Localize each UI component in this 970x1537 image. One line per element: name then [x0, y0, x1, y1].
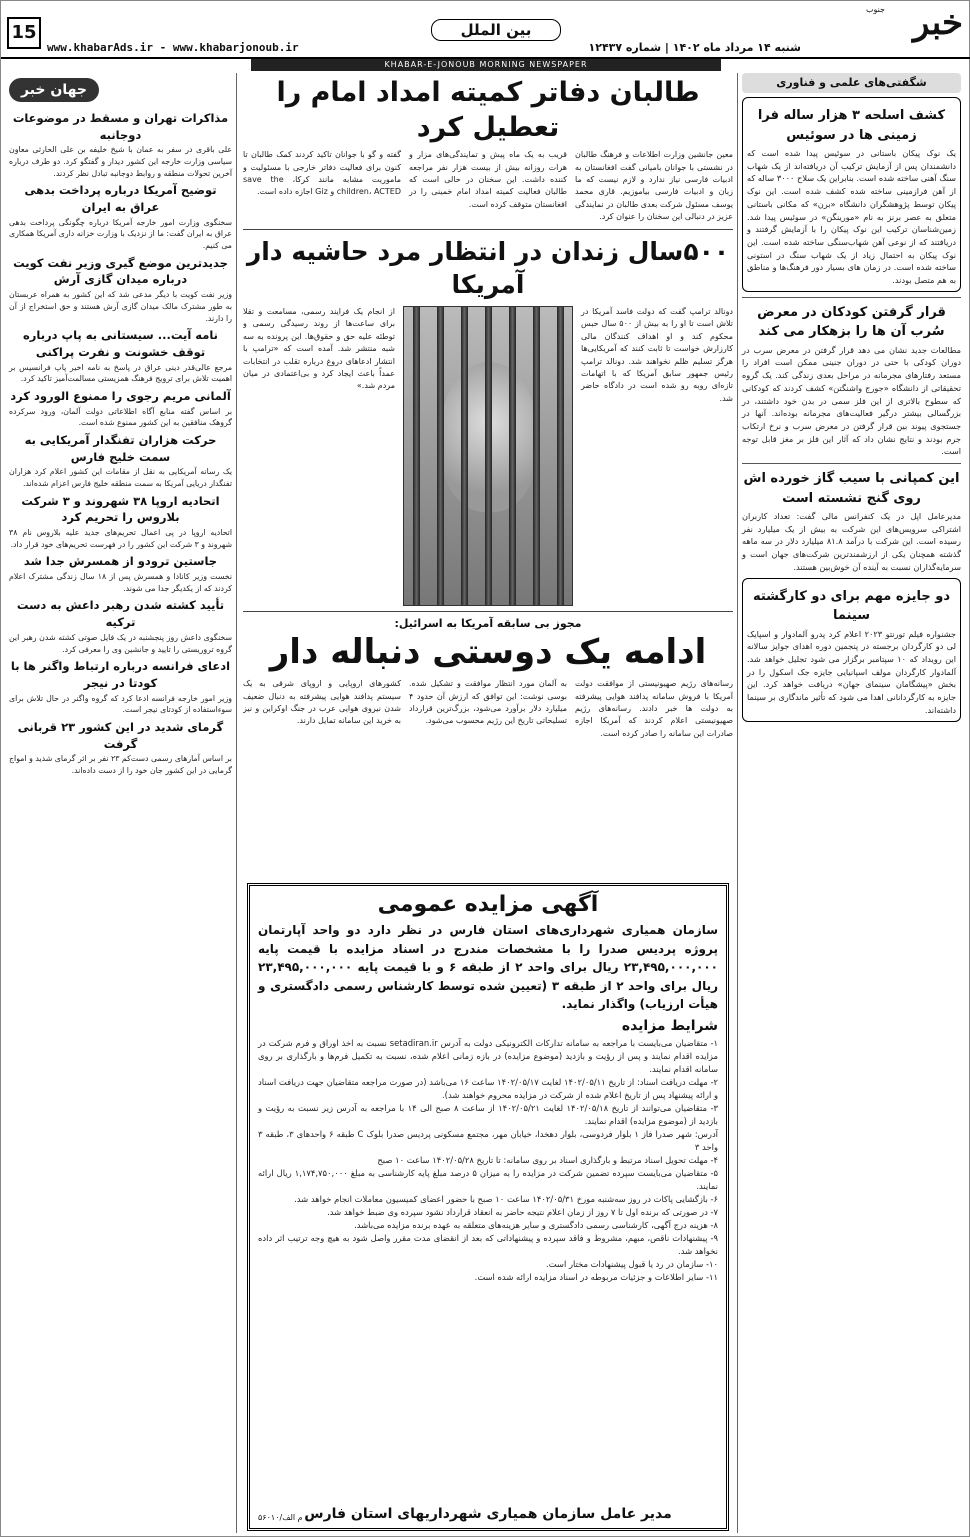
brief-body: اتحادیه اروپا در پی اعمال تحریم‌های جدید علیه بلاروس نام ۳۸ شهروند و ۳ شرکت این کشور را در فهرست تحریم‌های خود قرار داد. — [9, 528, 232, 549]
brief-body: بر اساس گفته منابع آگاه اطلاعاتی دولت آلمان، ورود سرکرده گروهک منافقین به این کشور ممنوع شده است. — [9, 406, 232, 428]
brief-title: جدیدترین موضع گیری وزیر نفت کویت درباره میدان گازی آرش — [13, 255, 228, 287]
right-column — [737, 73, 965, 1533]
ad-condition: آدرس: شهر صدرا فاز ۱ بلوار فردوسی، بلوار دهخدا، خیابان مهر، مجتمع مسکونی پردیس صدرا بلوک C طبقه ۶ واحدهای ۳، طبقه ۳ واحد ۳ — [258, 1129, 718, 1153]
ad-condition: ۶- بازگشایی پاکات در روز سه‌شنبه مورخ ۱۴۰۲/۰۵/۳۱ ساعت ۱۰ صبح با حضور اعضای کمیسیون معاملات انجام خواهد شد. — [294, 1194, 718, 1205]
second-story — [243, 306, 733, 606]
story-box — [742, 578, 961, 722]
site-url[interactable]: www.khabarAds.ir - www.khabarjonoub.ir — [47, 41, 299, 54]
ad-condition: ۱۱- سایر اطلاعات و جزئیات مربوطه در اسناد مزایده ارائه شده است. — [474, 1272, 718, 1283]
text-column: از انجام یک فرایند رسمی، مسامعت و تقلا برای ساعت‌ها از روند رسیدگی رسمی و توطئه علیه حق و حقوق‌ها. این پرونده به سه شبه منتشر شد. آمده است که «ترامپ با انتشار ادعاهای دروغ درباره تقلب در انتخابات عمداً باعث ایجاد کرد و بی‌اعتمادی در میان مردم شد.» — [243, 307, 395, 391]
masthead-bar: KHABAR-E-JONOUB MORNING NEWSPAPER — [251, 59, 721, 71]
prison-bars — [404, 307, 572, 605]
third-headline: ادامه یک دوستی دنباله دار — [269, 632, 707, 673]
brief-item — [9, 255, 232, 324]
ad-condition: ۱۰- سازمان در رد یا قبول پیشنهادات مختار است. — [546, 1259, 718, 1270]
brief-body: یک رسانه آمریکایی به نقل از مقامات این کشور اعلام کرد هزاران تفنگدار دریایی آمریکا به سمت منطقه خلیج فارس اعزام شده‌اند. — [9, 467, 232, 489]
brief-body: مرجع عالی‌قدر دینی عراق در پاسخ به نامه اخیر پاپ فرانسیس بر اهمیت تلاش برای ترویج فرهنگ همزیستی مسالمت‌آمیز تاکید کرد. — [9, 362, 232, 384]
brief-item — [9, 553, 232, 594]
lead-headline: طالبان دفاتر کمیته امداد امام را تعطیل کرد — [276, 77, 700, 144]
brief-item — [9, 597, 232, 655]
logo-subtitle: جنوب — [865, 5, 885, 14]
brief-body: نخست وزیر کانادا و همسرش پس از ۱۸ سال زندگی مشترک اعلام کردند که از یکدیگر جدا می شوند. — [9, 572, 232, 593]
brief-item — [9, 327, 232, 385]
story-body: مطالعات جدید نشان می دهد قرار گرفتن در معرض سرب در دوران کودکی با حتی در دوران جنینی ممکن است افراد را مستعد رفتارهای مجرمانه در مراحل بعدی زندگی کند. یک گروه تحقیقاتی از دانشگاه «جورج واشنگتن» کشف کردند که کودکانی که سطوح بالاتری از این فلز سمی در بدن خود داشتند، در بزرگسالی بیشتر درگیر فعالیت‌های مجرمانه بوده‌اند. آنها در جستجوی پیوند بین قرار گرفتن در معرض سرب و نرخ ارتکاب جرم بودند و نتایج نشان داد که آثار این فلز بر مغز قابل توجه است. — [742, 344, 961, 457]
logo: خبر — [912, 3, 963, 43]
left-column — [5, 73, 237, 1533]
ad-condition: ۴- مهلت تحویل اسناد مرتبط و بارگذاری اسناد بر روی سامانه: تا تاریخ ۱۴۰۲/۰۵/۲۸ ساعت ۱۰ صبح — [377, 1155, 718, 1166]
story-headline: کشف اسلحه ۳ هزار ساله فرا زمینی ها در سوئیس — [757, 108, 946, 143]
divider — [243, 611, 733, 612]
story-headline: این کمپانی با سیب گاز خورده اش روی گنج نشسته است — [743, 471, 960, 506]
ad-condition: ۸- هزینه درج آگهی، کارشناسی رسمی دادگستری و سایر هزینه‌های متعلقه به عهده برنده مزایده می‌باشد. — [354, 1220, 718, 1231]
ad-condition: ۱- متقاضیان می‌بایست با مراجعه به سامانه تدارکات الکترونیکی دولت به آدرس setadiran.ir نسبت به اخذ اوراق و فرم شرکت در مزایده اقدام نمایند و پس از رؤیت و بازدید (موضوع مزایده) در بازه زمانی اعلام شده، نسبت به تکمیل فرم‌ها و بارگذاری بر روی سامانه اقدام نمایند. — [258, 1037, 718, 1074]
brief-body: سخنگوی وزارت امور خارجه آمریکا درباره چگونگی پرداخت بدهی عراق به ایران گفت: ما از نزدیک با وزارت خزانه داری آمریکا همکاری می کنیم. — [9, 217, 232, 251]
story-headline: قرار گرفتن کودکان در معرض سُرب آن ها را بزهکار می کند — [757, 304, 946, 340]
story-body: یک نوک پیکان باستانی در سوئیس پیدا شده است که دانشمندان پس از آزمایش ترکیب آن دریافته‌اند از یک شهاب سنگ آهنی ساخته شده است. بنابراین یک سلاح ۳۰۰۰ ساله که از آهن فرازمینی ساخته شده کشف شده است. این نوک پیکان توسط پژوهشگران دانشگاه «برن» که مکانی باستانی متعلق به عصر برنز به نام «مورینگن» در سوئیس پیدا شد. زمین‌شناسان ترکیب این نوک پیکان را با آزمایش گرفتند و دریافتند که از نوعی آهن شهاب‌سنگی ساخته شده است. این نوک پیکان به احتمال زیاد از یک شهاب سنگ در استونی ساخته شده است. در زمان های بسیار دور فرهنگ‌ها و مناطق به هم متصل بودند. — [747, 148, 957, 286]
text-column: معین جانشین وزارت اطلاعات و فرهنگ طالبان در نشستی با جوانان بامیانی گفت افغانستان به ادبیات فارسی نیاز ندارد و لازم نیست که ما زبان و ادبیات فارسی بیاموزیم. قاری محمد یوسف مسئول شرکت بعدی طالبان در نمایندگی عزیز در دنبالی این سخنان را عنوان کرد. — [575, 150, 733, 222]
brief-title: حرکت هزاران تفنگدار آمریکایی به سمت خلیج فارس — [24, 432, 217, 464]
text-column: قریب به یک ماه پیش و تمایندگی‌های مزار و هرات روزانه بیش از بیست هزار نفر مراجعه کننده داشت. این سخنان در حالی است که طالبان فعالیت کمیته امداد امام خمینی را در افغانستان متوقف کرده است. — [409, 150, 567, 209]
ad-condition: ۳- متقاضیان می‌توانند از تاریخ ۱۴۰۲/۰۵/۱۸ لغایت ۱۴۰۲/۰۵/۲۱ از ساعت ۸ صبح الی ۱۴ با مراجعه به آدرس زیر نسبت به رؤیت و بازدید از (موضوع مزایده) اقدام نمایند. — [258, 1103, 719, 1127]
text-column: رسانه‌های رژیم صهیونیستی از موافقت دولت آمریکا با فروش سامانه پدافند هوایی پیشرفته به دولت ها خبر دادند. رسانه‌های رژیم صهیونیستی اعلام کردند که آمریکا اجازه صادرات این سامانه را صادر کرده است. — [575, 679, 733, 738]
ad-condition: ۹- پیشنهادات ناقص، مبهم، مشروط و فاقد سپرده و پیشنهاداتی که بعد از انقضای مدت مقرر واصل شود به هیچ وجه ترتیب اثر داده نخواهد شد. — [258, 1233, 718, 1257]
story-headline: دو جایزه مهم برای دو کارگشته سینما — [752, 588, 951, 624]
ad-intro: سازمان همیاری شهرداری‌های استان فارس در نظر دارد دو واحد آپارتمان پروژه پردیس صدرا را با مشخصات مندرج در اسناد مزایده با قیمت پایه ۲۳,۴۹۵,۰۰۰,۰۰۰ ریال برای واحد ۲ از طبقه ۶ و با قیمت پایه ۲۳,۴۹۵,۰۰۰,۰۰۰ ریال برای واحد ۲ از طبقه ۳ (تعیین شده توسط کارشناس رسمی دادگستری و هیأت ارزیاب) واگذار نماید. — [258, 923, 719, 1012]
ad-signature: مدیر عامل سازمان همیاری شهرداریهای استان فارس — [304, 1506, 672, 1522]
brief-title: مذاکرات تهران و مسقط در موضوعات دوجانبه — [12, 111, 229, 142]
divider — [742, 297, 961, 298]
brief-item — [9, 493, 232, 551]
left-section-tab — [9, 73, 232, 107]
lead-story-columns — [243, 149, 733, 223]
ad-conditions-list — [258, 1037, 718, 1284]
header — [1, 1, 970, 59]
brief-item — [9, 110, 232, 179]
page-number: 15 — [7, 17, 41, 49]
brief-item — [9, 432, 232, 490]
brief-item — [9, 658, 232, 716]
auction-ad — [247, 883, 729, 1531]
ad-condition: ۵- متقاضیان می‌بایست سپرده تضمین شرکت در مزایده را به میزان ۵ درصد مبلغ پایه کارشناسی به مبلغ ۱,۱۷۴,۷۵۰,۰۰۰ ریال ارائه نمایند. — [258, 1168, 718, 1192]
story-body: مدیرعامل اپل در یک کنفرانس مالی گفت: تعداد کاربران اشتراکی سرویس‌های این شرکت به بیش از یک میلیارد نفر رسیده است. این شرکت با درآمد ۸۱.۸ میلیارد دلار در سه ماهه گذشته همچنان یکی از ارزشمندترین شرکت‌های جهان است و سرمایه‌گذاران نسبت به آینده آن خوش‌بین هستند. — [742, 511, 961, 572]
text-column: به آلمان مورد انتظار موافقت و تشکیل شده. بوسی نوشت: این توافق که ارزش آن حدود ۴ میلیارد دلار برآورد می‌شود، بزرگ‌ترین قرارداد تسلیحاتی تاریخ این رژیم محسوب می‌شود. — [409, 679, 567, 726]
ad-code: ۵۶۰۱۰/م الف — [258, 1513, 303, 1522]
brief-body: وزیر امور خارجه فرانسه ادعا کرد که گروه واگنر در حال تلاش برای سوءاستفاده از کودتای نیجر است. — [9, 693, 232, 715]
prison-bars-photo — [403, 306, 573, 606]
third-story-columns — [243, 678, 733, 740]
text-column: گفته و گو با جوانان تاکید کردند کمک طالبان تا کنون برای فعالیت دفاتر خارجی با مسئولیت و ماموریت مشابه مانند کرکا، save the children، ACTED و Giz اجازه داده است. — [243, 150, 401, 197]
text-column: کشورهای اروپایی و اروپای شرقی به یک سیستم پدافند هوایی پیشرفته به دنبال ضعیف شدن نیروی هوایی عرب در جنگ اوکراین و نیز به خرید این سامانه تمایل دارند. — [243, 679, 401, 726]
divider — [742, 463, 961, 464]
brief-body: بر اساس آمارهای رسمی دست‌کم ۲۳ نفر بر اثر گرمای شدید و امواج گرمایی در این کشور جان خود را از دست داده‌اند. — [9, 754, 232, 775]
ad-conditions-title: شرایط مزایده — [621, 1017, 718, 1034]
brief-title: آلمانی مریم رجوی را ممنوع الورود کرد — [10, 388, 231, 403]
story-box — [742, 97, 961, 292]
brief-item — [9, 182, 232, 251]
section-title: بین الملل — [431, 19, 561, 41]
ad-condition: ۲- مهلت دریافت اسناد: از تاریخ ۱۴۰۲/۰۵/۱۱ لغایت ۱۴۰۲/۰۵/۱۷ ساعت ۱۶ می‌باشد (در صورت مراجعه متقاضیان جهت دریافت اسناد و ارائه پیشنهاد پس از تاریخ اعلام شده از شرکت در مزایده محروم خواهند شد). — [258, 1077, 718, 1101]
brief-item — [9, 719, 232, 777]
issue-line: شنبه ۱۴ مرداد ماه ۱۴۰۲ | شماره ۱۲۴۳۷ — [588, 41, 801, 54]
story-body: جشنواره فیلم تورنتو ۲۰۲۳ اعلام کرد پدرو آلمادوار و اسپایک لی دو کارگردان برجسته در پنجمین دوره اهدای جوایز سالانه این رویداد که ۱۰ سپتامبر برگزار می شود تجلیل خواهد شد. آلمادوار کارگردان مولف اسپانیایی جایزه جک اسکول را در بخش «پیشگامان سینمای جهان» دریافت خواهد کرد. این جایزه به کارگردانانی اهدا می شود که تأثیر ماندگاری بر سینما داشته‌اند. — [747, 628, 956, 715]
brief-title: اتحادیه اروپا ۳۸ شهروند و ۳ شرکت بلاروس را تحریم کرد — [21, 493, 220, 525]
brief-title: جاستین ترودو از همسرش جدا شد — [23, 554, 218, 569]
brief-body: وزیر نفت کویت با دیگر مدعی شد که این کشور به همراه عربستان به طور مشترک مالک میدان گازی آرش هستند و حق استخراج از آن را دارند. — [9, 290, 232, 323]
ad-title: آگهی مزایده عمومی — [377, 892, 599, 917]
brief-title: گرمای شدید در این کشور ۲۳ قربانی گرفت — [17, 719, 224, 751]
text-column: دونالد ترامپ گفت که دولت فاسد آمریکا در تلاش است تا او را به بیش از ۵۰۰ سال حبس محکوم کند و او اهداف کنندگان مالی کارزارش خواست تا ثابت کنند که آمریکایی‌ها هرگز تسلیم ظلم نخواهند شد. دونالد ترامپ رئیس جمهور سابق آمریکا که با اتهامات تازه‌ای روبه رو شده است در دادگاه حاضر شد. — [581, 307, 733, 403]
second-headline: ۵۰۰سال زندان در انتظار مرد حاشیه دار آمریکا — [246, 236, 730, 300]
brief-title: نامه آیت... سیستانی به پاپ درباره توقف خشونت و نفرت پراکنی — [22, 328, 218, 359]
brief-title: تأیید کشته شدن رهبر داعش به دست ترکیه — [16, 598, 225, 630]
ad-condition: ۷- در صورتی که برنده اول تا ۷ روز از زمان اعلام نتیجه حاضر به انعقاد قرارداد نشود سپرده وی ضبط خواهد شد. — [327, 1207, 718, 1218]
right-section-tab: شگفتی‌های علمی و فناوری — [742, 73, 961, 93]
brief-item — [9, 388, 232, 429]
left-section-label: جهان خبر — [9, 78, 99, 102]
brief-body: سخنگوی داعش روز پنجشنبه در یک فایل صوتی کشته شدن رهبر این گروه تروریستی را تایید و جانشین وی را معرفی کرد. — [9, 632, 232, 654]
third-kicker: مجوز بی سابقه آمریکا به اسرائیل: — [394, 617, 582, 631]
brief-title: توضیح آمریکا درباره پرداخت بدهی عراق به ایران — [24, 183, 217, 215]
brief-body: علی باقری در سفر به عمان با شیخ خلیفه بن علی الحارثی معاون سیاسی وزارت خارجه این کشور دیدار و گفتگو کرد. دو طرف درباره آخرین تحولات منطقه و روابط دوجانبه تبادل نظر کردند. — [9, 145, 232, 178]
brief-title: ادعای فرانسه درباره ارتباط واگنر ها با کودتا در نیجر — [10, 659, 231, 690]
divider — [243, 229, 733, 230]
